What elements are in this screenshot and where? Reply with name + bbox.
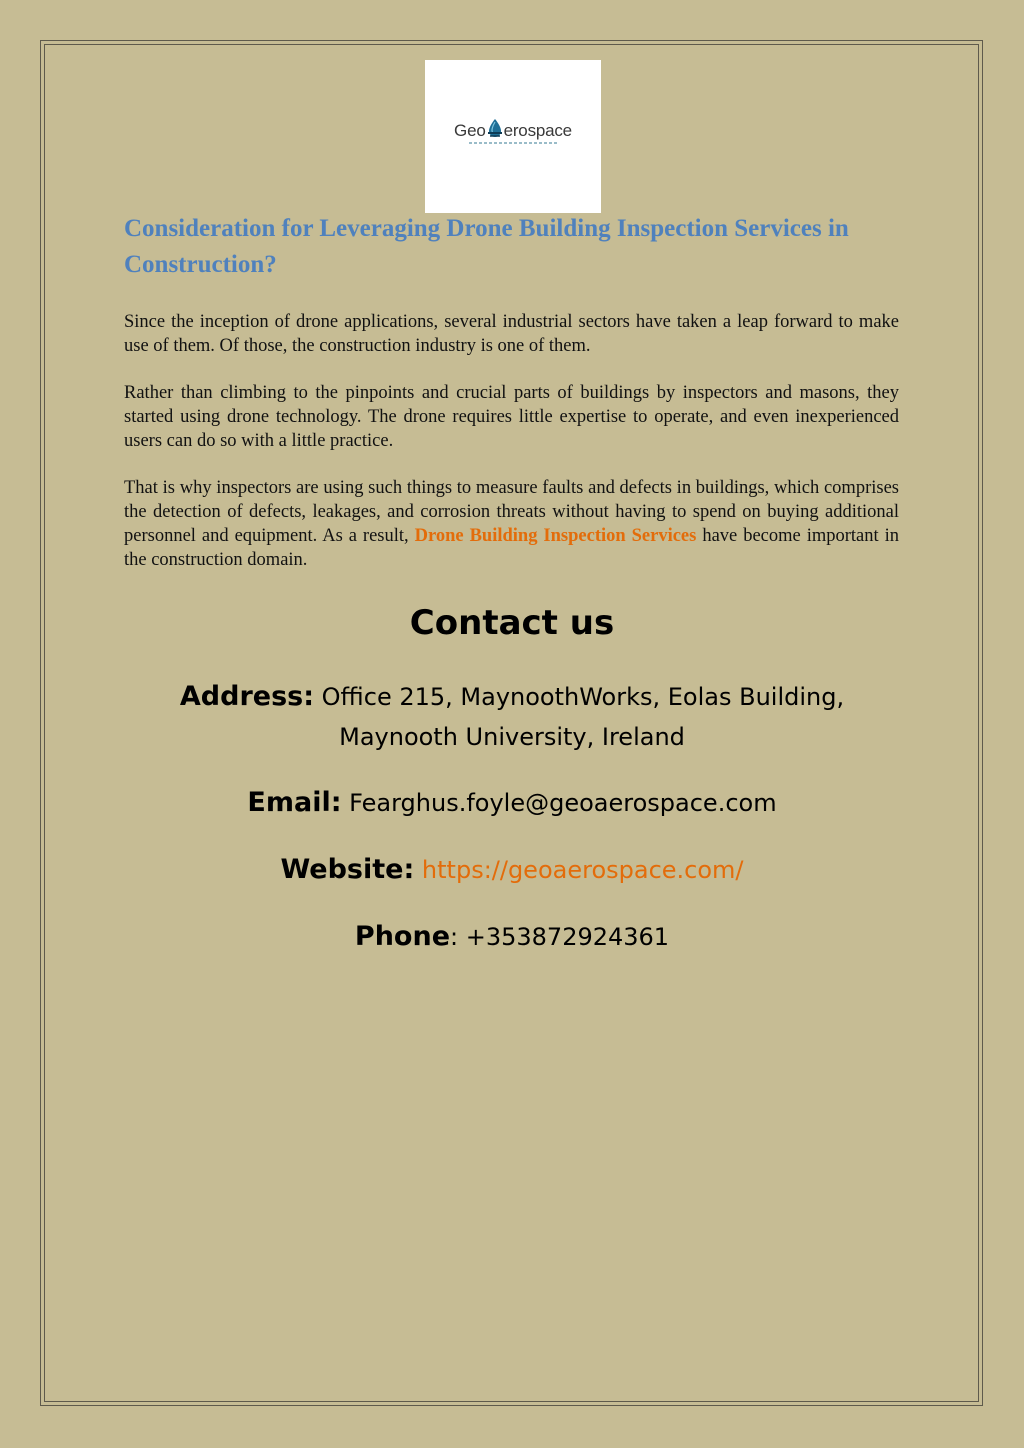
phone-value[interactable]: : +353872924361 <box>450 923 670 951</box>
paragraph-3-text-before: That is why inspectors are using such things to measure faults and defects in buildings, which comprises the detection of defects, leakages, and corrosion threats without having to spend on buying additional personnel and equipment. As a result, <box>124 478 899 546</box>
paragraph-3 <box>124 476 899 572</box>
address-line <box>120 677 904 757</box>
address-label: Address: <box>179 681 315 712</box>
website-label: Website: <box>280 854 415 885</box>
paragraph-1: Since the inception of drone applications, several industrial sectors have taken a leap forward to make use of them. Of those, the construction industry is one of them. <box>124 312 899 356</box>
email-line <box>120 783 904 823</box>
email-label: Email: <box>247 787 342 818</box>
paragraph-3-text-after: have become important in the construction domain. <box>124 526 899 570</box>
website-link[interactable]: https://geoaerospace.com/ <box>421 856 744 884</box>
company-logo <box>425 60 601 213</box>
logo-brand-right: erospace <box>503 121 572 140</box>
paragraph-2: Rather than climbing to the pinpoints and crucial parts of buildings by inspectors and masons, they started using drone technology. The drone requires little expertise to operate, and even inexperienced users can do so with a little practice. <box>124 383 899 451</box>
drone-droplet-icon <box>487 118 503 140</box>
logo-brand-left: Geo <box>454 121 486 140</box>
article-heading: Consideration for Leveraging Drone Building Inspection Services in Construction? <box>124 215 849 278</box>
logo-tagline-strip <box>469 142 557 144</box>
phone-label: Phone <box>354 921 451 952</box>
logo-wordmark <box>425 118 601 141</box>
address-value: Office 215, MaynoothWorks, Eolas Building, Maynooth University, Ireland <box>321 683 845 751</box>
website-line <box>120 850 904 890</box>
drone-inspection-services-link[interactable]: Drone Building Inspection Services <box>414 526 697 546</box>
contact-title: Contact us <box>409 603 615 643</box>
phone-line <box>120 917 904 957</box>
email-value[interactable]: Fearghus.foyle@geoaerospace.com <box>349 789 777 817</box>
